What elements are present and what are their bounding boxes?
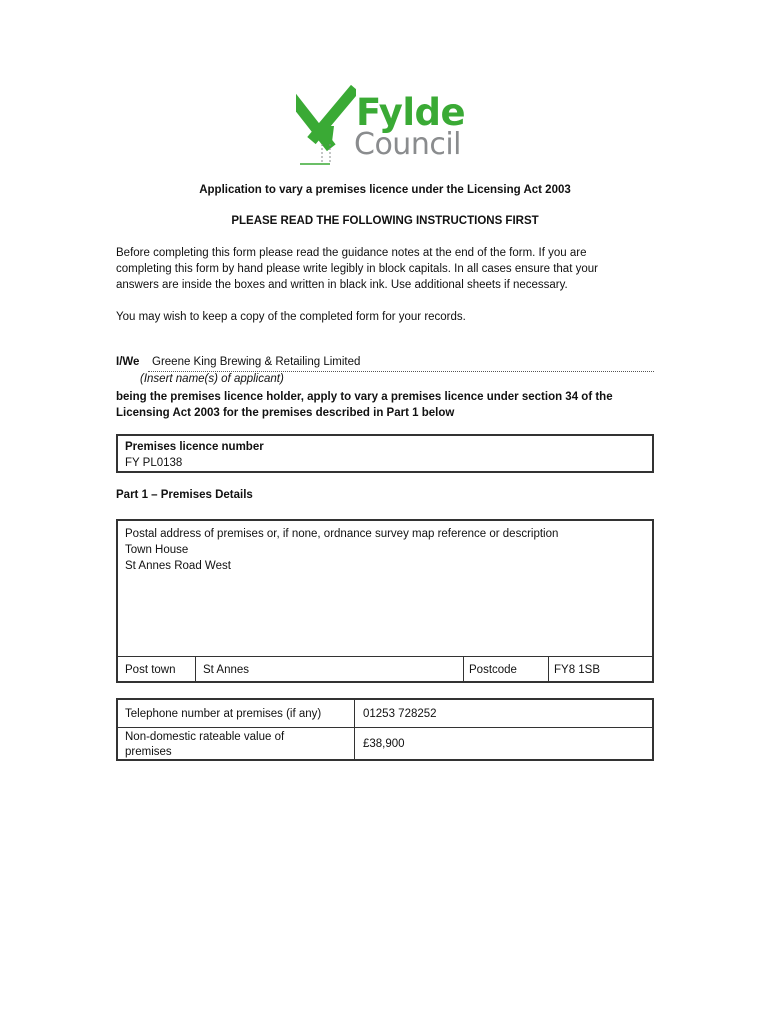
premises-contact-box (116, 698, 654, 761)
logo-council-text: Council (354, 127, 461, 162)
windmill-icon (296, 76, 356, 168)
cell-divider (354, 700, 355, 759)
form-title: Application to vary a premises licence under the Licensing Act 2003 (199, 184, 571, 196)
instructions-line: Before completing this form please read the guidance notes at the end of the form. If you are (116, 247, 587, 259)
address-label: Postal address of premises or, if none, ordnance survey map reference or description (125, 528, 559, 540)
instructions-paragraph (116, 245, 656, 293)
applicant-label: I/We (116, 356, 140, 368)
row-divider (118, 727, 652, 728)
logo-fylde-text: Fylde (356, 91, 466, 134)
rateable-label-line: Non-domestic rateable value of (125, 731, 285, 743)
address-divider (118, 656, 652, 657)
licence-number-box (116, 434, 654, 473)
telephone-value[interactable]: 01253 728252 (363, 708, 437, 720)
rateable-label-line: premises (125, 746, 172, 758)
address-box (116, 519, 654, 683)
instructions-line: answers are inside the boxes and written in black ink. Use additional sheets if necessary. (116, 279, 568, 291)
post-town-value[interactable]: St Annes (203, 664, 250, 676)
fylde-council-logo (296, 76, 476, 168)
post-town-label: Post town (125, 664, 176, 676)
instructions-heading: PLEASE READ THE FOLLOWING INSTRUCTIONS FIRST (231, 215, 539, 227)
address-line-1[interactable]: Town House (125, 544, 189, 556)
instructions-line: completing this form by hand please write legibly in block capitals. In all cases ensure that your (116, 263, 598, 275)
cell-divider (195, 656, 196, 681)
address-line-2[interactable]: St Annes Road West (125, 560, 231, 572)
licence-number-label: Premises licence number (125, 441, 264, 453)
statement-line: being the premises licence holder, apply to vary a premises licence under section 34 of the (116, 391, 613, 403)
telephone-label: Telephone number at premises (if any) (125, 708, 322, 720)
copy-note: You may wish to keep a copy of the completed form for your records. (116, 311, 466, 323)
rateable-value[interactable]: £38,900 (363, 738, 405, 750)
licence-number-value[interactable]: FY PL0138 (125, 457, 183, 469)
rateable-value-label (125, 730, 284, 760)
applicant-name-field[interactable]: Greene King Brewing & Retailing Limited (148, 356, 654, 372)
postcode-value[interactable]: FY8 1SB (554, 664, 601, 676)
statement-line: Licensing Act 2003 for the premises described in Part 1 below (116, 407, 455, 419)
cell-divider (548, 656, 549, 681)
applicant-statement (116, 389, 656, 421)
applicant-hint: (Insert name(s) of applicant) (140, 373, 284, 385)
postcode-label: Postcode (469, 664, 517, 676)
cell-divider (463, 656, 464, 681)
part1-heading: Part 1 – Premises Details (116, 489, 253, 501)
